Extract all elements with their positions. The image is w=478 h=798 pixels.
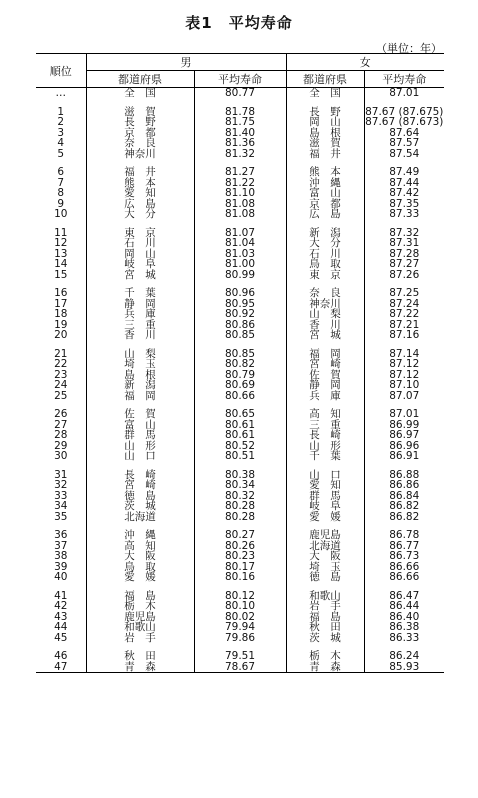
female-life-cell: 87.22 [364, 309, 444, 320]
female-life-cell: 87.32 [364, 228, 444, 239]
male-prefecture-cell: 熊 本 [86, 178, 194, 189]
table-row [36, 117, 444, 128]
female-life-cell: 86.47 [364, 591, 444, 602]
male-prefecture-cell: 青 森 [86, 662, 194, 673]
female-prefecture-cell: 山 形 [286, 441, 364, 452]
female-life-cell: 87.12 [364, 370, 444, 381]
male-life-cell: 80.66 [194, 391, 286, 402]
male-life-cell: 80.23 [194, 551, 286, 562]
female-life-cell: 86.96 [364, 441, 444, 452]
table-title: 表1 平均寿命 [185, 14, 293, 32]
male-life-cell: 80.61 [194, 420, 286, 431]
table-row [36, 601, 444, 612]
male-life-cell: 80.28 [194, 501, 286, 512]
rank-cell: 14 [54, 258, 68, 270]
male-life-cell: 80.85 [194, 330, 286, 341]
male-prefecture-cell: 大 分 [86, 209, 194, 220]
rank-cell: 46 [54, 650, 68, 662]
female-prefecture-cell: 島 根 [286, 128, 364, 139]
female-prefecture-cell: 栃 木 [286, 651, 364, 662]
male-life-cell: 80.26 [194, 541, 286, 552]
male-life-cell: 80.34 [194, 480, 286, 491]
rank-cell: 36 [54, 529, 68, 541]
female-life-cell: 87.33 [364, 209, 444, 220]
male-prefecture-cell: 山 形 [86, 441, 194, 452]
female-life-cell: 86.66 [364, 562, 444, 573]
rank-cell: 43 [54, 610, 68, 623]
male-prefecture-cell: 栃 木 [86, 601, 194, 612]
table-row [36, 380, 444, 391]
female-life-cell: 87.54 [364, 149, 444, 160]
male-life-cell: 78.67 [194, 662, 286, 673]
male-prefecture-cell: 愛 知 [86, 188, 194, 199]
female-life-cell: 87.10 [364, 380, 444, 391]
male-prefecture-cell: 北海道 [86, 512, 194, 523]
male-prefecture-cell: 岡 山 [86, 249, 194, 260]
table-row [36, 451, 444, 462]
female-life-cell: 87.67 (87.675) [365, 105, 444, 118]
rank-cell: 47 [36, 662, 86, 673]
male-life-cell: 80.38 [194, 470, 286, 481]
rank-cell: 19 [54, 318, 68, 331]
female-prefecture-cell: 鳥 取 [286, 259, 364, 270]
female-prefecture-cell: 岡 山 [286, 117, 364, 128]
male-life-cell: 81.75 [194, 117, 286, 128]
female-prefecture-cell: 岩 手 [286, 601, 364, 612]
male-prefecture-cell: 山 口 [86, 451, 194, 462]
female-life-cell: 86.97 [364, 430, 444, 441]
male-life-cell: 81.03 [194, 249, 286, 260]
female-prefecture-cell: 広 島 [286, 209, 364, 220]
rank-cell: 41 [54, 589, 68, 602]
male-life-cell: 81.27 [194, 167, 286, 178]
rank-cell: 3 [57, 126, 65, 139]
male-prefecture-cell: 京 都 [86, 128, 194, 139]
male-prefecture-cell: 奈 良 [86, 138, 194, 149]
female-life-cell: 86.33 [364, 633, 444, 644]
male-life-cell: 80.17 [194, 562, 286, 573]
female-prefecture-cell: 香 川 [286, 320, 364, 331]
female-life-cell: 87.27 [364, 259, 444, 270]
female-life-cell: 87.16 [364, 330, 444, 341]
female-prefecture-cell: 千 葉 [286, 451, 364, 462]
male-life-cell: 80.69 [194, 380, 286, 391]
female-prefecture-cell: 岐 阜 [286, 501, 364, 512]
male-life-cell: 80.95 [194, 299, 286, 310]
female-prefecture-cell: 福 島 [286, 612, 364, 623]
female-prefecture-cell: 佐 賀 [286, 370, 364, 381]
male-prefecture-cell: 石 川 [86, 238, 194, 249]
male-life-cell: 81.22 [194, 178, 286, 189]
rank-cell: 5 [57, 147, 65, 160]
female-life-cell: 87.28 [364, 249, 444, 260]
male-header: 男 [86, 54, 286, 71]
male-life-cell: 80.99 [194, 270, 286, 281]
rank-cell: 37 [54, 539, 68, 552]
table-row [36, 270, 444, 281]
female-prefecture-cell: 三 重 [286, 420, 364, 431]
male-prefecture-cell: 群 馬 [86, 430, 194, 441]
male-prefecture-cell: 広 島 [86, 199, 194, 210]
female-prefecture-cell: 長 野 [286, 107, 364, 118]
male-life-cell: 81.04 [194, 238, 286, 249]
female-prefecture-cell: 滋 賀 [286, 138, 364, 149]
female-prefecture-cell: 全 国 [286, 88, 364, 99]
male-prefecture-cell: 長 崎 [86, 470, 194, 481]
female-life-cell: 85.93 [364, 662, 444, 673]
female-prefecture-cell: 愛 媛 [286, 512, 364, 523]
rank-cell: 8 [57, 187, 65, 199]
rank-cell: 10 [54, 208, 68, 220]
rank-cell: 30 [54, 450, 68, 462]
female-prefecture-cell: 静 岡 [286, 380, 364, 391]
rank-cell: 27 [54, 418, 68, 431]
rank-cell: 18 [54, 308, 68, 320]
male-prefecture-cell: 岐 阜 [86, 259, 194, 270]
female-life-cell: 87.25 [364, 288, 444, 299]
female-prefecture-cell: 奈 良 [286, 288, 364, 299]
male-life-cell: 80.96 [194, 288, 286, 299]
male-prefecture-cell: 岩 手 [86, 633, 194, 644]
male-life-cell: 80.28 [194, 512, 286, 523]
rank-cell: 40 [54, 571, 68, 583]
male-prefecture-cell: 鹿児島 [86, 612, 194, 623]
female-life-cell: 86.78 [364, 530, 444, 541]
male-prefecture-cell: 沖 縄 [86, 530, 194, 541]
female-life-cell: 87.42 [364, 188, 444, 199]
male-life-cell: 81.08 [194, 199, 286, 210]
male-prefecture-cell: 富 山 [86, 420, 194, 431]
male-life-cell: 81.32 [194, 149, 286, 160]
female-life-cell: 87.44 [364, 178, 444, 189]
life-expectancy-table [36, 53, 444, 673]
table-row [36, 622, 444, 633]
rank-cell: 13 [54, 247, 68, 260]
female-life-cell: 86.84 [364, 491, 444, 502]
female-prefecture-cell: 茨 城 [286, 633, 364, 644]
table-row [36, 501, 444, 512]
female-prefecture-cell: 熊 本 [286, 167, 364, 178]
rank-cell: 42 [54, 600, 68, 612]
rank-cell: 6 [57, 166, 65, 178]
male-life-header: 平均寿命 [194, 71, 286, 88]
rank-cell: 34 [54, 500, 68, 512]
female-life-cell: 86.86 [364, 480, 444, 491]
female-prefecture-cell: 京 都 [286, 199, 364, 210]
female-prefecture-cell: 群 馬 [286, 491, 364, 502]
male-prefecture-cell: 宮 崎 [86, 480, 194, 491]
male-life-cell: 80.32 [194, 491, 286, 502]
male-prefecture-cell: 全 国 [86, 88, 194, 99]
female-prefecture-cell: 新 潟 [286, 228, 364, 239]
male-life-cell: 80.51 [194, 451, 286, 462]
rank-cell: 21 [54, 347, 68, 360]
female-prefecture-cell: 沖 縄 [286, 178, 364, 189]
table-row [36, 409, 444, 420]
rank-cell: 44 [54, 621, 68, 633]
male-life-cell: 80.85 [194, 349, 286, 360]
male-prefecture-cell: 新 潟 [86, 380, 194, 391]
rank-cell: 11 [54, 226, 68, 239]
female-life-cell: 87.67 (87.673) [365, 116, 444, 128]
male-life-cell: 81.08 [194, 209, 286, 220]
female-life-cell: 86.82 [364, 512, 444, 523]
female-life-cell: 86.73 [364, 551, 444, 562]
male-life-cell: 80.77 [194, 88, 286, 99]
male-life-cell: 80.10 [194, 601, 286, 612]
male-life-cell: 80.02 [194, 612, 286, 623]
female-life-cell: 87.12 [364, 359, 444, 370]
male-prefecture-cell: 鳥 取 [86, 562, 194, 573]
rank-cell: 17 [54, 297, 68, 310]
female-life-cell: 87.01 [364, 409, 444, 420]
female-prefecture-cell: 埼 玉 [286, 562, 364, 573]
female-prefecture-cell: 福 井 [286, 149, 364, 160]
male-prefecture-cell: 神奈川 [86, 149, 194, 160]
rank-cell: 2 [57, 116, 65, 128]
rank-cell: 32 [54, 479, 68, 491]
table-row [36, 167, 444, 178]
female-life-cell: 87.21 [364, 320, 444, 331]
female-prefecture-cell: 兵 庫 [286, 391, 364, 402]
rank-cell: 12 [54, 237, 68, 249]
female-life-cell: 87.35 [364, 199, 444, 210]
male-life-cell: 80.61 [194, 430, 286, 441]
male-life-cell: 80.52 [194, 441, 286, 452]
rank-cell: 39 [54, 560, 68, 573]
male-prefecture-cell: 島 根 [86, 370, 194, 381]
unit-note: （単位：年） [376, 42, 442, 55]
male-prefecture-header: 都道府県 [86, 71, 194, 88]
female-prefecture-cell: 東 京 [286, 270, 364, 281]
female-life-cell: 87.24 [364, 299, 444, 310]
table-row [36, 480, 444, 491]
table-row [36, 530, 444, 541]
table-row [36, 238, 444, 249]
rank-cell: 1 [57, 105, 65, 118]
table-row [36, 138, 444, 149]
male-life-cell: 80.16 [194, 572, 286, 583]
female-life-cell: 87.01 [364, 88, 444, 99]
table-row [36, 391, 444, 402]
rank-cell: 7 [57, 176, 65, 189]
rank-cell: 22 [54, 358, 68, 370]
male-life-cell: 79.51 [194, 651, 286, 662]
rank-cell: … [55, 87, 66, 99]
male-life-cell: 80.65 [194, 409, 286, 420]
rank-cell: 33 [54, 489, 68, 502]
rank-cell: 26 [54, 408, 68, 420]
female-prefecture-cell: 和歌山 [286, 591, 364, 602]
male-life-cell: 81.10 [194, 188, 286, 199]
rank-cell: 20 [54, 329, 68, 341]
female-prefecture-cell: 大 分 [286, 238, 364, 249]
male-prefecture-cell: 香 川 [86, 330, 194, 341]
table-row [36, 551, 444, 562]
male-life-cell: 81.07 [194, 228, 286, 239]
male-prefecture-cell: 宮 城 [86, 270, 194, 281]
table-row [36, 259, 444, 270]
female-life-cell: 87.14 [364, 349, 444, 360]
male-prefecture-cell: 福 井 [86, 167, 194, 178]
female-prefecture-cell: 福 岡 [286, 349, 364, 360]
rank-cell: 29 [54, 439, 68, 452]
female-prefecture-cell: 鹿児島 [286, 530, 364, 541]
male-life-cell: 80.86 [194, 320, 286, 331]
rank-cell: 31 [54, 468, 68, 481]
table-row [36, 359, 444, 370]
table-row [36, 330, 444, 341]
rank-cell: 38 [54, 550, 68, 562]
male-life-cell: 80.79 [194, 370, 286, 381]
female-life-cell: 86.82 [364, 501, 444, 512]
rank-header: 順位 [36, 54, 86, 88]
male-prefecture-cell: 千 葉 [86, 288, 194, 299]
male-life-cell: 81.40 [194, 128, 286, 139]
male-prefecture-cell: 愛 媛 [86, 572, 194, 583]
female-prefecture-cell: 青 森 [286, 662, 364, 673]
table-body [36, 88, 444, 673]
female-life-cell: 86.99 [364, 420, 444, 431]
female-prefecture-cell: 秋 田 [286, 622, 364, 633]
female-life-cell: 87.49 [364, 167, 444, 178]
female-prefecture-cell: 北海道 [286, 541, 364, 552]
male-prefecture-cell: 和歌山 [86, 622, 194, 633]
male-prefecture-cell: 秋 田 [86, 651, 194, 662]
table-row [36, 572, 444, 583]
male-life-cell: 80.12 [194, 591, 286, 602]
male-prefecture-cell: 茨 城 [86, 501, 194, 512]
male-life-cell: 79.94 [194, 622, 286, 633]
male-prefecture-cell: 三 重 [86, 320, 194, 331]
female-prefecture-header: 都道府県 [286, 71, 364, 88]
female-life-cell: 87.64 [364, 128, 444, 139]
female-life-cell: 86.66 [364, 572, 444, 583]
table-row [36, 430, 444, 441]
rank-cell: 45 [54, 631, 68, 644]
female-life-cell: 86.44 [364, 601, 444, 612]
female-life-cell: 86.24 [364, 651, 444, 662]
rank-cell: 4 [57, 137, 65, 149]
female-prefecture-cell: 山 梨 [286, 309, 364, 320]
table-row [36, 651, 444, 662]
table-row [36, 288, 444, 299]
male-prefecture-cell: 福 岡 [86, 391, 194, 402]
male-prefecture-cell: 徳 島 [86, 491, 194, 502]
male-prefecture-cell: 山 梨 [86, 349, 194, 360]
female-prefecture-cell: 石 川 [286, 249, 364, 260]
table-row [36, 309, 444, 320]
male-prefecture-cell: 滋 賀 [86, 107, 194, 118]
table-row [36, 633, 444, 644]
rank-cell: 9 [57, 197, 65, 210]
female-prefecture-cell: 長 崎 [286, 430, 364, 441]
rank-cell: 24 [54, 379, 68, 391]
rank-cell: 23 [54, 368, 68, 381]
male-prefecture-cell: 兵 庫 [86, 309, 194, 320]
table-row [36, 88, 444, 99]
male-prefecture-cell: 長 野 [86, 117, 194, 128]
male-prefecture-cell: 福 島 [86, 591, 194, 602]
rank-cell: 16 [54, 287, 68, 299]
female-prefecture-cell: 高 知 [286, 409, 364, 420]
male-prefecture-cell: 高 知 [86, 541, 194, 552]
rank-cell: 25 [54, 389, 68, 402]
female-prefecture-cell: 宮 崎 [286, 359, 364, 370]
female-prefecture-cell: 山 口 [286, 470, 364, 481]
male-prefecture-cell: 佐 賀 [86, 409, 194, 420]
female-life-cell: 87.31 [364, 238, 444, 249]
female-life-cell: 87.57 [364, 138, 444, 149]
male-life-cell: 79.86 [194, 633, 286, 644]
rank-cell: 15 [54, 268, 68, 281]
table-row [36, 662, 444, 673]
table-row [36, 209, 444, 220]
female-life-cell: 87.07 [364, 391, 444, 402]
male-prefecture-cell: 東 京 [86, 228, 194, 239]
male-prefecture-cell: 静 岡 [86, 299, 194, 310]
female-prefecture-cell: 大 阪 [286, 551, 364, 562]
female-prefecture-cell: 宮 城 [286, 330, 364, 341]
male-prefecture-cell: 大 阪 [86, 551, 194, 562]
male-life-cell: 80.82 [194, 359, 286, 370]
table-row [36, 188, 444, 199]
female-life-cell: 86.77 [364, 541, 444, 552]
female-prefecture-cell: 神奈川 [286, 299, 364, 310]
female-life-cell: 86.40 [364, 612, 444, 623]
male-life-cell: 80.92 [194, 309, 286, 320]
female-header: 女 [286, 54, 444, 71]
female-life-cell: 86.88 [364, 470, 444, 481]
table-row [36, 149, 444, 160]
male-prefecture-cell: 埼 玉 [86, 359, 194, 370]
female-life-cell: 87.26 [364, 270, 444, 281]
male-life-cell: 81.78 [194, 107, 286, 118]
female-life-cell: 86.91 [364, 451, 444, 462]
female-prefecture-cell: 愛 知 [286, 480, 364, 491]
male-life-cell: 81.00 [194, 259, 286, 270]
male-life-cell: 80.27 [194, 530, 286, 541]
female-life-header: 平均寿命 [364, 71, 444, 88]
rank-cell: 28 [54, 429, 68, 441]
rank-cell: 35 [54, 510, 68, 523]
female-prefecture-cell: 富 山 [286, 188, 364, 199]
female-prefecture-cell: 徳 島 [286, 572, 364, 583]
female-life-cell: 86.38 [364, 622, 444, 633]
table-row [36, 512, 444, 523]
male-life-cell: 81.36 [194, 138, 286, 149]
